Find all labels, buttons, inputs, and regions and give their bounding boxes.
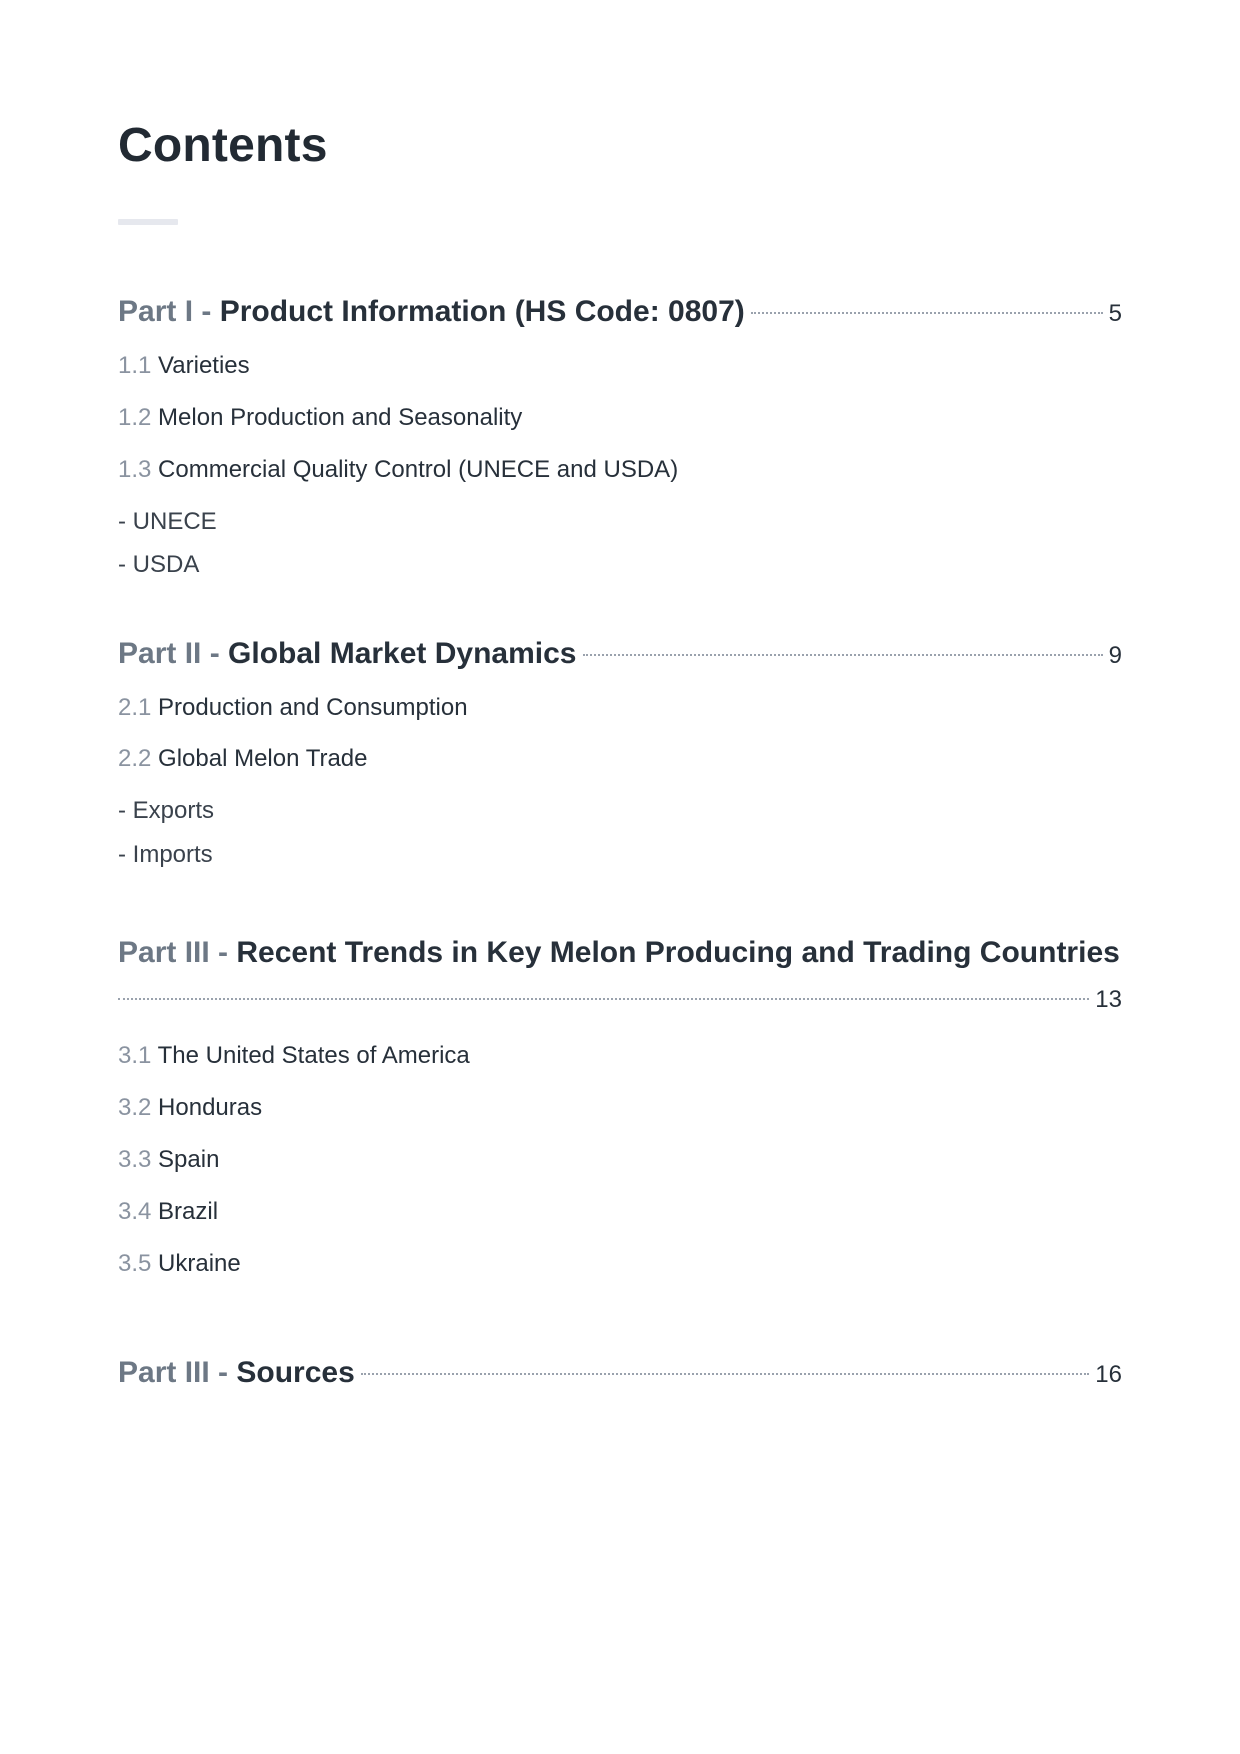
toc-section-1-3[interactable] bbox=[118, 455, 678, 485]
toc-section-1-1[interactable] bbox=[118, 351, 250, 381]
toc-section-1-2[interactable] bbox=[118, 403, 522, 433]
part-prefix: Part I - bbox=[118, 295, 220, 328]
part-title: Global Market Dynamics bbox=[228, 637, 577, 670]
section-title: Brazil bbox=[158, 1198, 219, 1225]
page-number: 16 bbox=[1095, 1361, 1122, 1388]
toc-part-1[interactable] bbox=[118, 294, 1122, 332]
dot-leader bbox=[751, 312, 1103, 314]
dot-leader bbox=[361, 1373, 1090, 1375]
part-prefix: Part II - bbox=[118, 637, 229, 670]
toc-section-3-4[interactable] bbox=[118, 1197, 218, 1227]
section-number: 2.1 bbox=[118, 694, 152, 721]
part-title: Recent Trends in Key Melon Producing and Trading Countries bbox=[236, 936, 1120, 969]
section-title: Varieties bbox=[158, 352, 250, 379]
page-number: 9 bbox=[1108, 642, 1122, 669]
toc-section-3-5[interactable] bbox=[118, 1249, 241, 1279]
title-underline bbox=[118, 219, 178, 225]
section-number: 3.4 bbox=[118, 1198, 152, 1225]
section-number: 3.1 bbox=[118, 1042, 152, 1069]
toc-section-2-2[interactable] bbox=[118, 744, 368, 774]
toc-part-sources[interactable] bbox=[118, 1355, 1122, 1393]
section-number: 1.1 bbox=[118, 352, 152, 379]
dot-leader bbox=[583, 654, 1103, 656]
section-title: Honduras bbox=[158, 1094, 263, 1121]
part-title: Sources bbox=[236, 1356, 355, 1389]
section-title: Spain bbox=[158, 1146, 220, 1173]
contents-page bbox=[118, 0, 1122, 1754]
dot-leader bbox=[118, 998, 1089, 1000]
toc-bullet-usda[interactable]: - USDA bbox=[118, 551, 200, 578]
toc-part-3[interactable] bbox=[118, 935, 1122, 971]
toc-bullet-unece[interactable]: - UNECE bbox=[118, 508, 217, 535]
section-title: Melon Production and Seasonality bbox=[158, 404, 523, 431]
toc-section-3-1[interactable] bbox=[118, 1041, 470, 1071]
section-number: 3.3 bbox=[118, 1146, 152, 1173]
section-number: 1.3 bbox=[118, 456, 152, 483]
toc-section-3-3[interactable] bbox=[118, 1145, 219, 1175]
section-number: 2.2 bbox=[118, 745, 152, 772]
section-title: The United States of America bbox=[157, 1042, 470, 1069]
toc-bullet-exports[interactable]: - Exports bbox=[118, 797, 215, 824]
section-title: Commercial Quality Control (UNECE and USDA) bbox=[158, 456, 679, 483]
toc-part-3-leader[interactable] bbox=[118, 986, 1122, 1014]
part-prefix: Part III - bbox=[118, 1356, 237, 1389]
toc-bullet-imports[interactable]: - Imports bbox=[118, 841, 213, 868]
section-number: 3.2 bbox=[118, 1094, 152, 1121]
toc-section-2-1[interactable] bbox=[118, 693, 468, 723]
section-number: 3.5 bbox=[118, 1250, 152, 1277]
page-title: Contents bbox=[118, 119, 328, 172]
page-number: 5 bbox=[1108, 300, 1122, 327]
part-prefix: Part III - bbox=[118, 936, 237, 969]
part-title: Product Information (HS Code: 0807) bbox=[219, 295, 745, 328]
section-title: Global Melon Trade bbox=[158, 745, 368, 772]
page-number: 13 bbox=[1095, 986, 1122, 1013]
toc-part-2[interactable] bbox=[118, 636, 1122, 674]
section-number: 1.2 bbox=[118, 404, 152, 431]
section-title: Production and Consumption bbox=[158, 694, 468, 721]
section-title: Ukraine bbox=[158, 1250, 241, 1277]
toc-section-3-2[interactable] bbox=[118, 1093, 262, 1123]
